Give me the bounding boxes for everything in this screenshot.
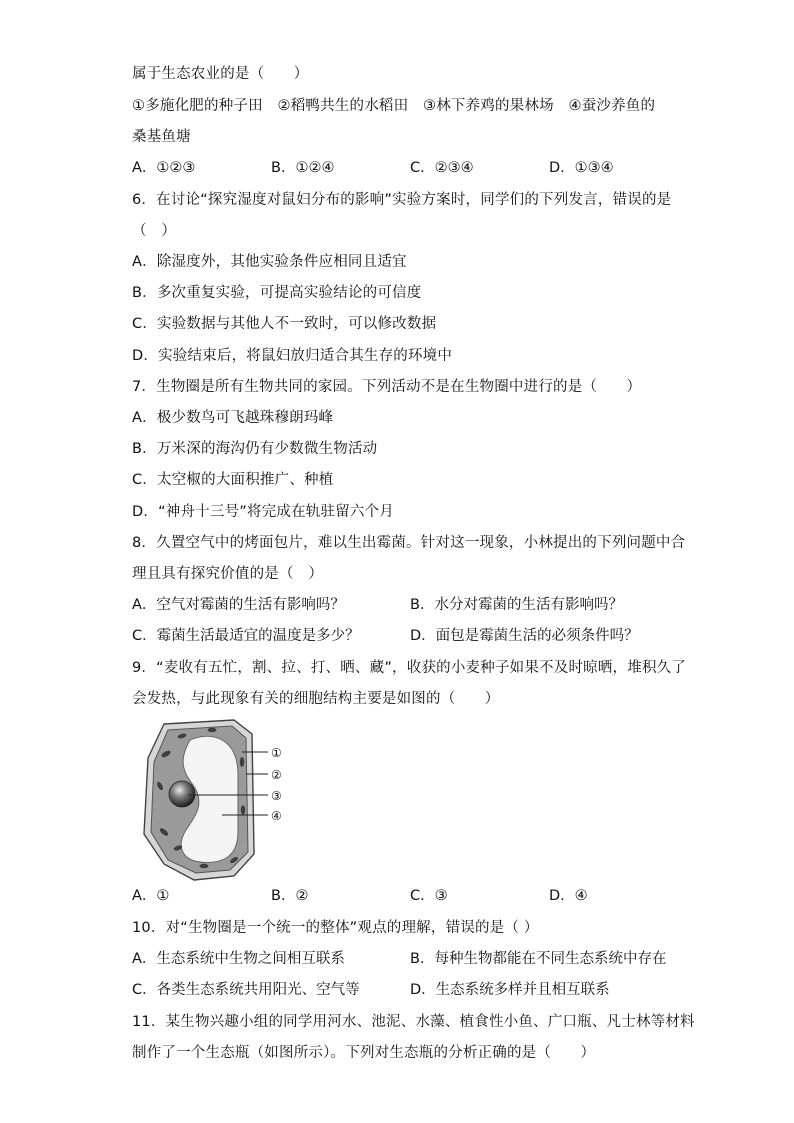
q10-option-c: C．各类生态系统共用阳光、空气等 [132, 982, 360, 998]
q5-option-a: A．①②③ [132, 160, 196, 176]
q5-items-line2: 桑基鱼塘 [132, 129, 191, 145]
q9-option-a: A．① [132, 888, 170, 904]
q6-option-c: C．实验数据与其他人不一致时，可以修改数据 [132, 316, 437, 332]
figure-label-1: ① [271, 746, 282, 760]
q6-option-b: B．多次重复实验，可提高实验结论的可信度 [132, 285, 422, 301]
q8-stem-line1: 8．久置空气中的烤面包片，难以生出霉菌。针对这一现象，小林提出的下列问题中合 [132, 535, 686, 551]
q5-stem: 属于生态农业的是（ ） [132, 66, 309, 82]
plant-cell-figure [134, 714, 294, 882]
q11-stem-line2: 制作了一个生态瓶（如图所示）。下列对生态瓶的分析正确的是（ ） [132, 1045, 596, 1061]
q9-stem-line1: 9．“麦收有五忙，割、拉、打、晒、藏”，收获的小麦种子如果不及时晾晒，堆积久了 [132, 660, 687, 676]
q9-option-b: B．② [271, 888, 309, 904]
q9-option-c: C．③ [410, 888, 448, 904]
q7-option-b: B．万米深的海沟仍有少数微生物活动 [132, 441, 378, 457]
q8-stem-line2: 理且具有探究价值的是（ ） [132, 566, 324, 582]
q10-option-b: B．每种生物都能在不同生态系统中存在 [410, 951, 667, 967]
q5-option-b: B．①②④ [271, 160, 335, 176]
q5-option-d: D．①③④ [549, 160, 614, 176]
q10-stem: 10．对“生物圈是一个统一的整体”观点的理解，错误的是（ ） [132, 920, 539, 936]
q6-stem-line2: （ ） [132, 223, 177, 239]
q9-option-d: D．④ [549, 888, 588, 904]
q7-option-a: A．极少数鸟可飞越珠穆朗玛峰 [132, 410, 334, 426]
q8-option-c: C．霉菌生活最适宜的温度是多少？ [132, 628, 360, 644]
q11-stem-line1: 11．某生物兴趣小组的同学用河水、池泥、水藻、植食性小鱼、广口瓶、凡士林等材料 [132, 1014, 695, 1030]
q10-option-d: D．生态系统多样并且相互联系 [410, 982, 610, 998]
figure-label-2: ② [271, 768, 282, 782]
q6-option-d: D．实验结束后，将鼠妇放归适合其生存的环境中 [132, 348, 453, 364]
figure-label-3: ③ [271, 789, 282, 803]
q10-option-a: A．生态系统中生物之间相互联系 [132, 951, 345, 967]
q8-option-b: B．水分对霉菌的生活有影响吗？ [410, 597, 623, 613]
q5-items-line1: ①多施化肥的种子田 ②稻鸭共生的水稻田 ③林下养鸡的果林场 ④蚕沙养鱼的 [132, 98, 656, 114]
q8-option-d: D．面包是霉菌生活的必须条件吗？ [410, 628, 639, 644]
q7-stem: 7．生物圈是所有生物共同的家园。下列活动不是在生物圈中进行的是（ ） [132, 379, 642, 395]
q8-option-a: A．空气对霉菌的生活有影响吗？ [132, 597, 345, 613]
figure-label-4: ④ [271, 809, 282, 823]
q9-stem-line2: 会发热，与此现象有关的细胞结构主要是如图的（ ） [132, 691, 500, 707]
nucleus [169, 781, 195, 807]
q5-option-c: C．②③④ [410, 160, 474, 176]
q7-option-c: C．太空椒的大面积推广、种植 [132, 472, 334, 488]
q6-option-a: A．除湿度外，其他实验条件应相同且适宜 [132, 254, 407, 270]
q7-option-d: D．“神舟十三号”将完成在轨驻留六个月 [132, 504, 394, 520]
q6-stem-line1: 6．在讨论“探究湿度对鼠妇分布的影响”实验方案时，同学们的下列发言，错误的是 [132, 192, 672, 208]
